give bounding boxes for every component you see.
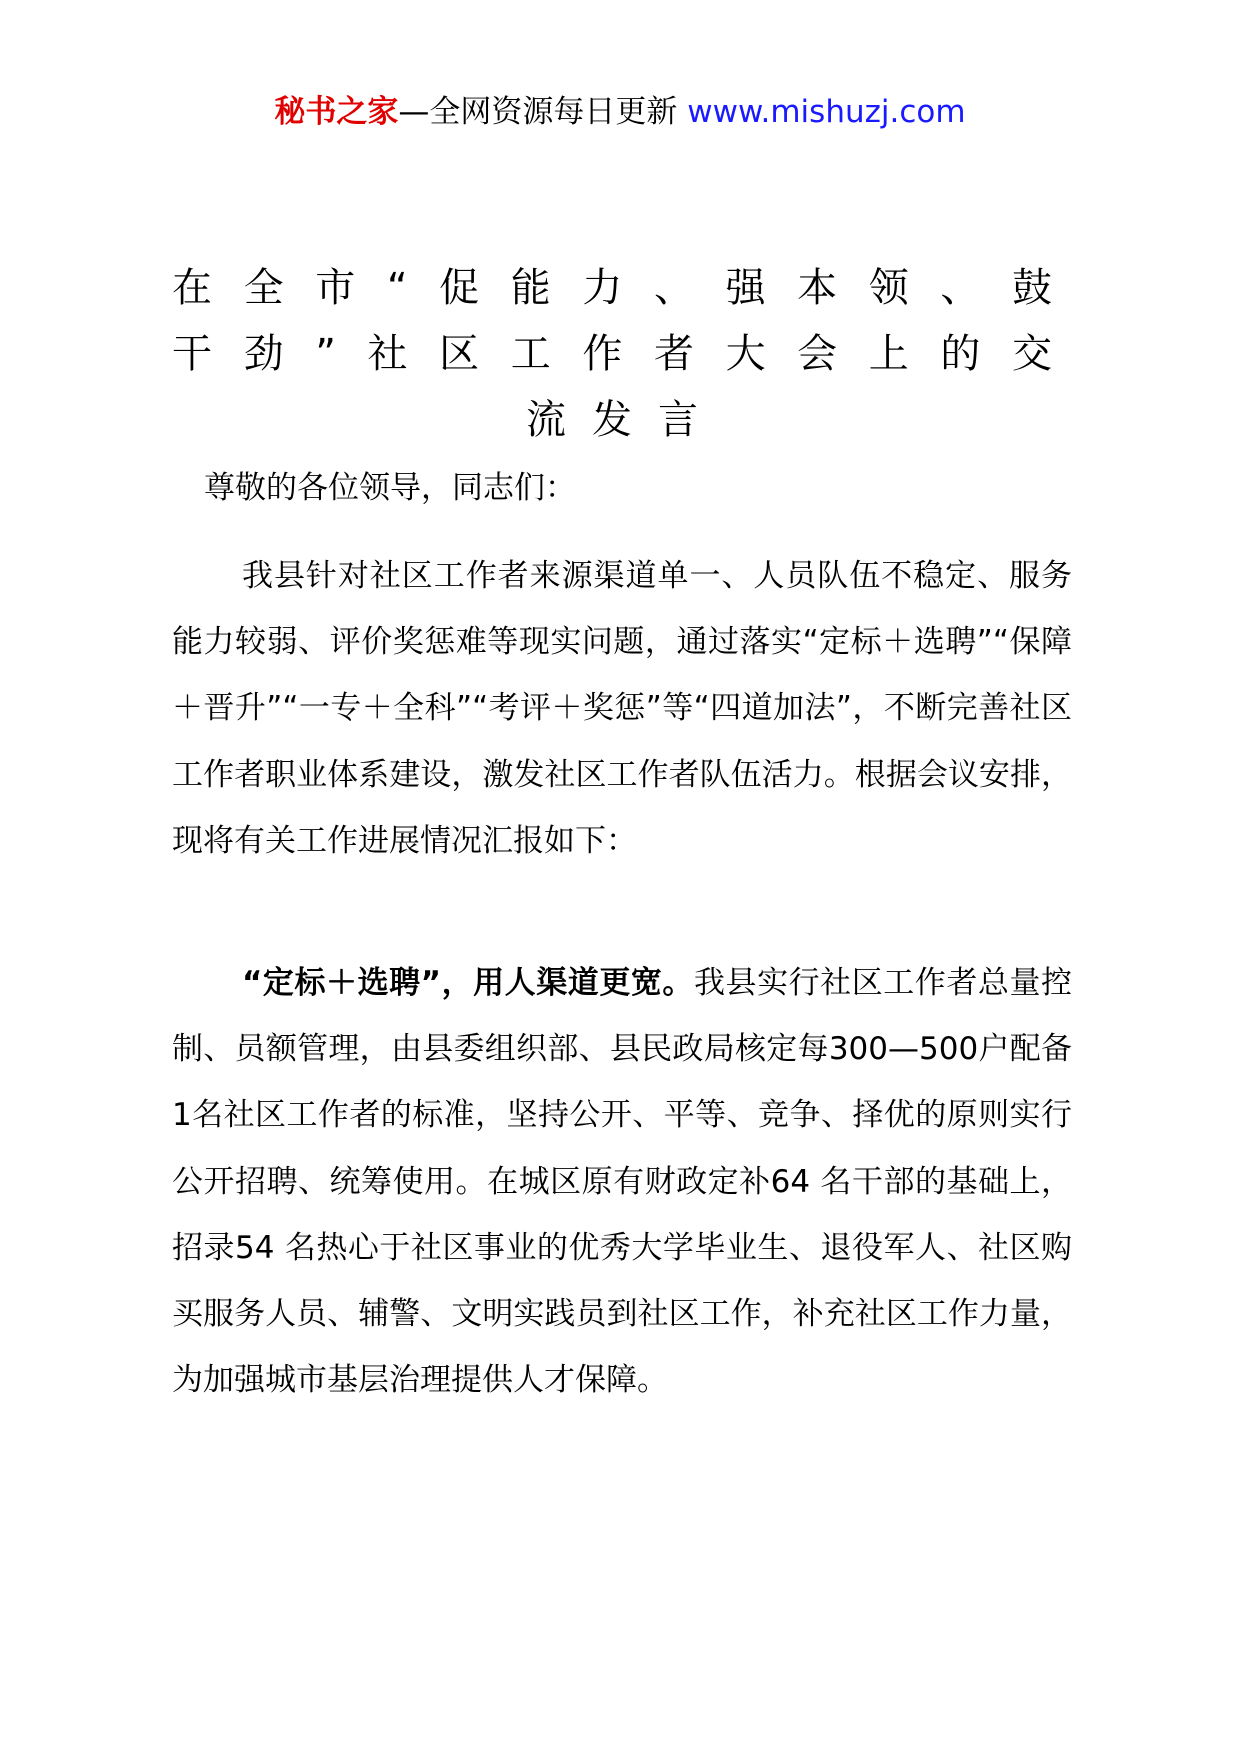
site-tagline: —全网资源每日更新 bbox=[398, 94, 688, 130]
paragraph-lead: “定标＋选聘”，用人渠道更宽。 bbox=[242, 965, 694, 1001]
title-line-1: 在全市“促能力、强本领、鼓 bbox=[172, 265, 1052, 311]
title-line-3: 流发言 bbox=[526, 397, 724, 443]
body-paragraph-section-1 bbox=[172, 950, 1072, 1413]
site-url-link[interactable]: www.mishuzj.com bbox=[687, 94, 966, 130]
salutation: 尊敬的各位领导，同志们： bbox=[204, 470, 576, 506]
site-brand-name: 秘书之家 bbox=[274, 94, 399, 130]
paragraph-text: 我县针对社区工作者来源渠道单一、人员队伍不稳定、服务能力较弱、评价奖惩难等现实问题，通过落实“定标＋选聘”“保障＋晋升”“一专＋全科”“考评＋奖惩”等“四道加法”，不断完善社区工作者职业体系建设，激发社区工作者队伍活力。根据会议安排，现将有关工作进展情况汇报如下： bbox=[172, 558, 1072, 859]
document-title bbox=[172, 255, 1052, 453]
paragraph-text: 我县实行社区工作者总量控制、员额管理，由县委组织部、县民政局核定每300—500户配备1名社区工作者的标准，坚持公开、平等、竞争、择优的原则实行公开招聘、统筹使用。在城区原有财政定补64 名干部的基础上，招录54 名热心于社区事业的优秀大学毕业生、退役军人、社区购买服务人员、辅警、文明实践员到社区工作，补充社区工作力量，为加强城市基层治理提供人才保障。 bbox=[172, 965, 1072, 1399]
title-line-2: 干劲”社区工作者大会上的交 bbox=[172, 331, 1052, 377]
body-paragraph-intro bbox=[172, 543, 1072, 874]
site-header-banner bbox=[0, 92, 1240, 132]
